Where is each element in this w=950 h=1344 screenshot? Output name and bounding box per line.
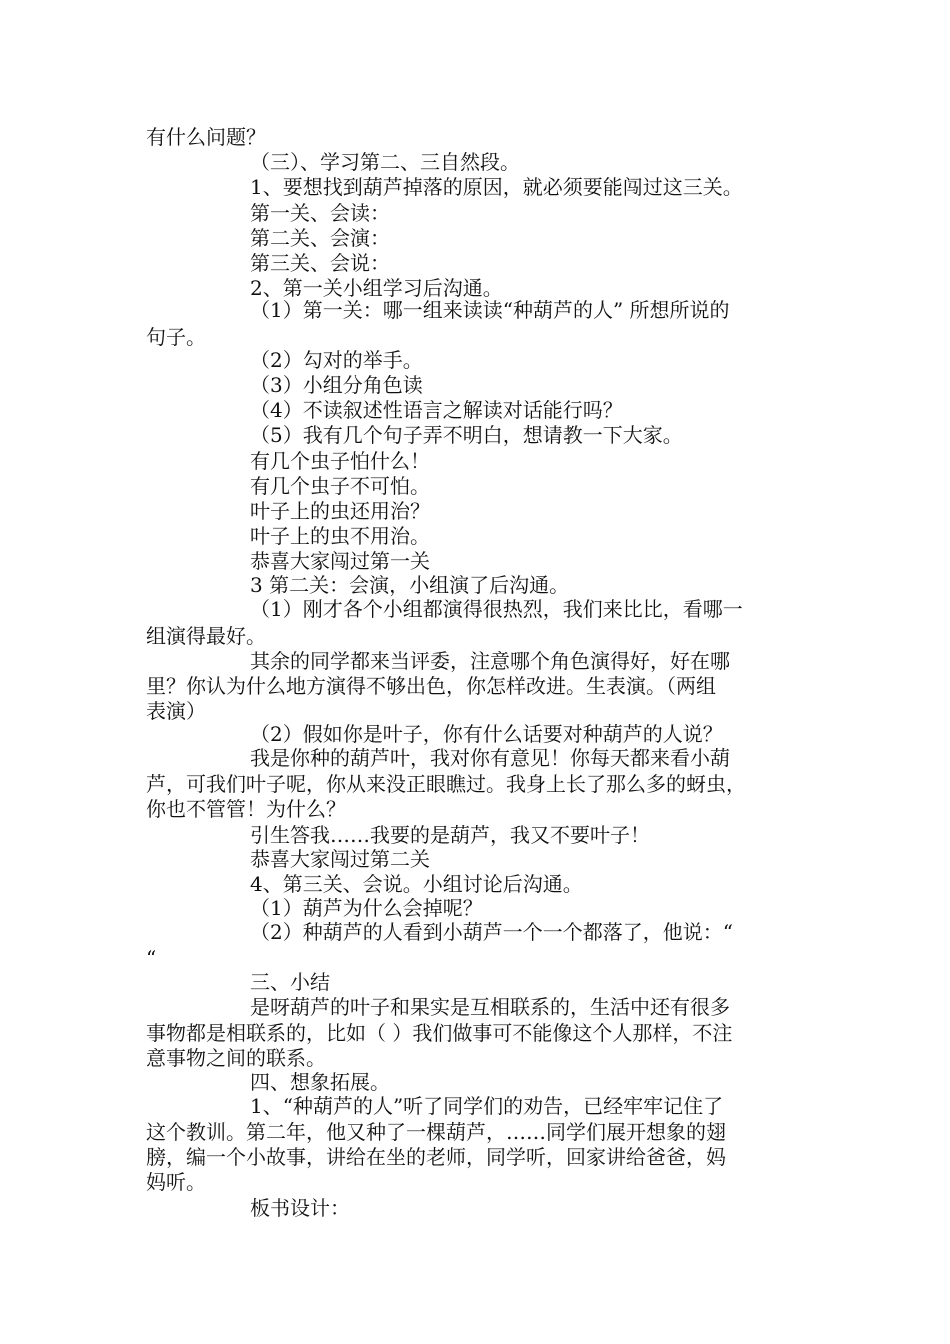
text-line: （2）假如你是叶子，你有什么话要对种葫芦的人说？ xyxy=(250,722,723,746)
text-line: 句子。 xyxy=(146,325,206,349)
text-line: （2）种葫芦的人看到小葫芦一个一个都落了，他说：“ xyxy=(250,920,733,944)
text-line: 是呀葫芦的叶子和果实是互相联系的，生活中还有很多 xyxy=(250,995,730,1019)
text-line: 有几个虫子不可怕。 xyxy=(250,474,430,498)
text-line: 3 第二关：会演，小组演了后沟通。 xyxy=(250,573,570,597)
text-line: 第三关、会说： xyxy=(250,251,390,275)
text-line: 2、第一关小组学习后沟通。 xyxy=(250,276,503,300)
text-line: 恭喜大家闯过第二关 xyxy=(250,847,430,871)
text-line: （1）刚才各个小组都演得很热烈，我们来比比，看哪一 xyxy=(250,597,743,621)
text-line: 4、第三关、会说。小组讨论后沟通。 xyxy=(250,872,583,896)
text-line: 芦，可我们叶子呢，你从来没正眼瞧过。我身上长了那么多的蚜虫， xyxy=(146,772,746,796)
section-heading: （三）、学习第二、三自然段。 xyxy=(250,150,520,174)
text-line: 其余的同学都来当评委，注意哪个角色演得好，好在哪 xyxy=(250,649,730,673)
text-line: 组演得最好。 xyxy=(146,624,266,648)
text-line: 有什么问题？ xyxy=(146,125,266,149)
text-line: 意事物之间的联系。 xyxy=(146,1046,326,1070)
text-line: （4）不读叙述性语言之解读对话能行吗？ xyxy=(250,398,623,422)
text-line: 叶子上的虫不用治。 xyxy=(250,524,430,548)
text-line: 有几个虫子怕什么！ xyxy=(250,449,430,473)
text-line: 第二关、会演： xyxy=(250,226,390,250)
text-line: （1）第一关：哪一组来读读“种葫芦的人” 所想所说的 xyxy=(250,298,730,322)
text-line: 膀，编一个小故事，讲给在坐的老师，同学听，回家讲给爸爸，妈 xyxy=(146,1145,726,1169)
text-line: “ xyxy=(146,946,157,970)
text-line: 叶子上的虫还用治？ xyxy=(250,499,430,523)
text-line: 事物都是相联系的，比如（ ）我们做事可不能像这个人那样，不注 xyxy=(146,1021,733,1045)
text-line: 1、“种葫芦的人”听了同学们的劝告，已经牢牢记住了 xyxy=(250,1094,724,1118)
text-line: 我是你种的葫芦叶，我对你有意见！你每天都来看小葫 xyxy=(250,746,730,770)
section-heading: 三、小结 xyxy=(250,970,330,994)
text-line: 第一关、会读： xyxy=(250,201,390,225)
text-line: （5）我有几个句子弄不明白，想请教一下大家。 xyxy=(250,423,683,447)
section-heading: 四、想象拓展。 xyxy=(250,1070,390,1094)
text-line: 表演） xyxy=(146,699,206,723)
text-line: （2）勾对的举手。 xyxy=(250,348,423,372)
text-line: 这个教训。第二年，他又种了一棵葫芦，……同学们展开想象的翅 xyxy=(146,1120,726,1144)
text-line: 妈听。 xyxy=(146,1170,206,1194)
text-line: （1）葫芦为什么会掉呢？ xyxy=(250,896,483,920)
text-line: （3）小组分角色读 xyxy=(250,373,423,397)
text-line: 板书设计： xyxy=(250,1196,350,1220)
text-line: 里？你认为什么地方演得不够出色，你怎样改进。生表演。（两组 xyxy=(146,674,716,698)
text-line: 你也不管管！为什么？ xyxy=(146,797,346,821)
text-line: 恭喜大家闯过第一关 xyxy=(250,549,430,573)
text-line: 1、要想找到葫芦掉落的原因，就必须要能闯过这三关。 xyxy=(250,175,743,199)
text-line: 引生答我……我要的是葫芦，我又不要叶子！ xyxy=(250,823,650,847)
